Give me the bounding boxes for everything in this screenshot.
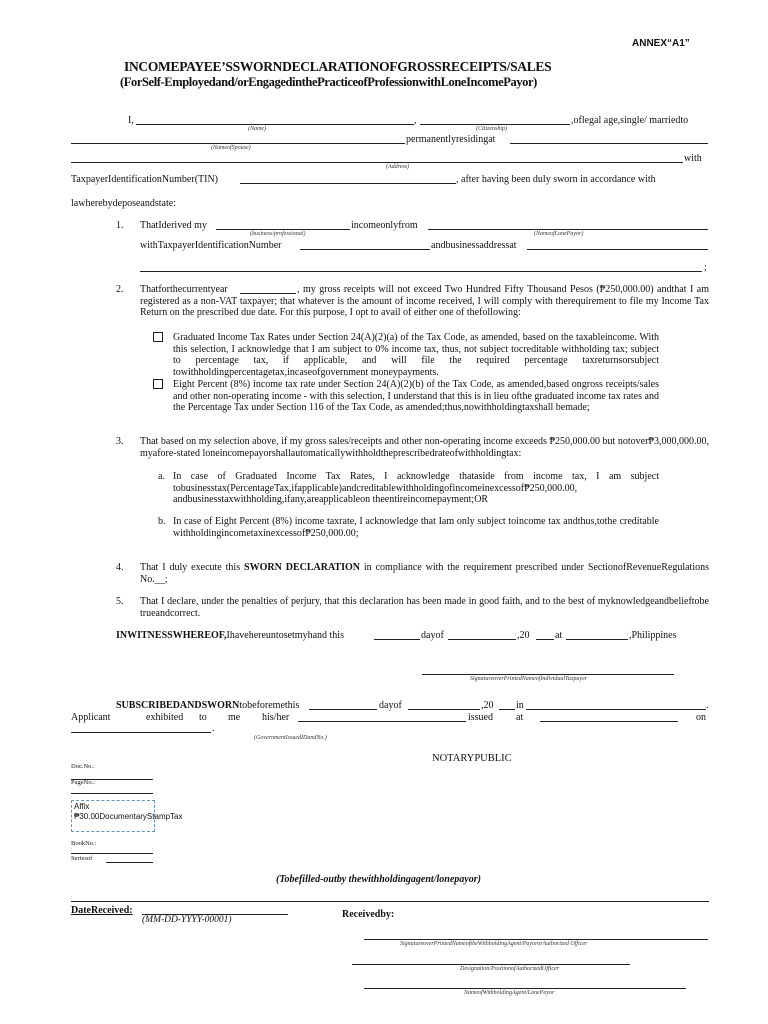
- item-4-paragraph: That I duly execute this SWORN DECLARATION in compliance with the requirement prescribed under SectionofRevenueRegulations No.__;: [140, 562, 709, 585]
- date-received-label: DateReceived:: [71, 905, 133, 916]
- item-1-with-tin: withTaxpayerIdentificationNumber: [140, 240, 282, 251]
- issued-at-field[interactable]: [540, 721, 678, 722]
- section-divider: [71, 901, 709, 902]
- business-address-field-2[interactable]: [140, 271, 702, 272]
- item-5-paragraph: That I declare, under the penalties of perjury, that this declaration has been made in good faith, and to the best of myknowledgeandbelieftobe trueandcorrect.: [140, 596, 709, 619]
- annex-label: ANNEX“A1”: [632, 38, 690, 49]
- exhibited-word: exhibited: [146, 712, 184, 723]
- doc-no-label: Doc.No.:: [71, 763, 95, 770]
- witness-twenty: ,20: [517, 630, 530, 641]
- item-1-derived: ThatIderived my: [140, 220, 207, 231]
- book-no-field[interactable]: [71, 853, 153, 854]
- subscribed-twenty: ,20: [481, 700, 494, 711]
- tin-field[interactable]: [240, 183, 456, 184]
- subscribed-in: in: [516, 700, 524, 711]
- caption-government-id: (GovernmentIssuedIDandNo.): [254, 735, 327, 741]
- item-3a-label: a.: [158, 471, 165, 482]
- option-graduated-checkbox[interactable]: [153, 332, 163, 342]
- option-eight-percent-checkbox[interactable]: [153, 379, 163, 389]
- taxpayer-signature-field[interactable]: [422, 674, 674, 675]
- caption-spouse: (NameofSpouse): [211, 145, 251, 151]
- designation-field[interactable]: [352, 964, 630, 965]
- agent-note: (Tobefilled-outby thewithholdingagent/lonepayor): [276, 874, 481, 885]
- item-2-number: 2.: [116, 284, 124, 295]
- business-type-field[interactable]: [216, 229, 350, 230]
- item-3-paragraph: That based on my selection above, if my gross sales/receipts and other non-operating income exceeds ₱250,000.00 but notover₱3,000,000.00, myafore-stated loneincomepayorshallautomaticallywithholdtheprescribedrateofwithholdingtax:: [140, 436, 709, 459]
- caption-citizenship: (Citizenship): [476, 126, 507, 132]
- caption-lone-payor: (NameofLonePayor): [534, 231, 584, 237]
- residence-field[interactable]: [510, 143, 708, 144]
- citizenship-field[interactable]: [420, 124, 570, 125]
- withholding-agent-name-field[interactable]: [364, 988, 686, 989]
- hisher-word: his/her: [262, 712, 290, 723]
- form-title: INCOMEPAYEE’SSWORNDECLARATIONOFGROSSRECEIPTS/SALES: [124, 59, 552, 74]
- issued-on-field[interactable]: [71, 732, 211, 733]
- caption-withholding-agent: NameofWithholdingAgent/LonePayor: [464, 990, 555, 996]
- on-word: on: [696, 712, 706, 723]
- item-5-number: 5.: [116, 596, 124, 607]
- name-field[interactable]: [136, 124, 414, 125]
- witness-line: INWITNESSWHEREOF,Ihavehereuntosetmyhand this: [116, 630, 344, 641]
- date-format-hint: (MM-DD-YYYY-00001): [142, 915, 232, 925]
- series-label: Seriesof: [71, 855, 93, 862]
- residing-text: permanentlyresidingat: [406, 134, 496, 145]
- item-3a-text: In case of Graduated Income Tax Rates, I acknowledge thataside from income tax, I am subject tobusinesstax(PercentageTax,ifapplicable)andcreditablewithholdingofincomeinexcessof₱250,000.00, andbusinesstaxwithholding,ifany,areapplicableon theentireincomepayment;OR: [173, 471, 659, 506]
- subscribed-line: SUBSCRIBEDANDSWORNtobeforemethis: [116, 700, 300, 711]
- government-id-field[interactable]: [298, 721, 466, 722]
- caption-agent-signature: SignatureoverPrintedNameoftheWithholdingAgent/PayororAuthorized Officer: [400, 941, 588, 947]
- caption-business: (business/professional): [250, 231, 306, 237]
- i-label: I,: [128, 115, 134, 126]
- item-2-year-label: Thatforthecurrentyear: [140, 284, 228, 295]
- caption-address: (Address): [386, 164, 410, 170]
- witness-day-field[interactable]: [374, 639, 420, 640]
- issued-at-word: at: [516, 712, 524, 723]
- option-eight-percent-text: Eight Percent (8%) income tax rate under Section 24(A)(2)(b) of the Tax Code, as amended,based ongross receipts/sales and other non-operating income - with this selection, I understand that this is in lieu ofthe graduated income tax rates and the Percentage Tax under Section 116 of the Tax Code, as amended;thus,nowithholdingtaxshall bemade;: [173, 379, 659, 414]
- item-3-number: 3.: [116, 436, 124, 447]
- item-1-business-address: andbusinessaddressat: [431, 240, 517, 251]
- notary-public: NOTARYPUBLIC: [432, 753, 512, 764]
- item-1-semicolon: ;: [704, 262, 707, 273]
- item-3b-text: In case of Eight Percent (8%) income taxrate, I acknowledge that Iam only subject toincome tax andthus,tothe creditable withholdingincometaxinexcessof₱250,000.00;: [173, 516, 659, 539]
- series-field[interactable]: [106, 862, 153, 863]
- caption-name: (Name): [248, 126, 266, 132]
- item-1-income-from: incomeonlyfrom: [351, 220, 418, 231]
- sworn-text: , after having been duly sworn in accordance with: [456, 174, 656, 185]
- book-no-label: BookNo.:: [71, 840, 97, 847]
- depose-text: lawherebydeposeandstate:: [71, 198, 176, 209]
- caption-taxpayer-signature: SignatureoverPrintedNameofIndividualTaxpayer: [470, 676, 588, 682]
- to-word: to: [199, 712, 207, 723]
- witness-place-field[interactable]: [566, 639, 628, 640]
- subscribed-dayof: dayof: [379, 700, 402, 711]
- received-by-label: Receivedby:: [342, 909, 395, 920]
- caption-designation: Designation/PositionofAuthorizedOfficer: [460, 966, 559, 972]
- address-field[interactable]: [71, 162, 683, 163]
- documentary-stamp-box[interactable]: [71, 800, 183, 832]
- form-subtitle: (ForSelf-Employedand/orEngagedinthePracticeofProfessionwithLoneIncomePayor): [120, 75, 537, 89]
- payor-tin-field[interactable]: [300, 249, 430, 250]
- tin-label: TaxpayerIdentificationNumber(TIN): [71, 174, 219, 185]
- witness-year-field[interactable]: [536, 639, 554, 640]
- applicant-word: Applicant: [71, 712, 111, 723]
- witness-at: at: [555, 630, 563, 641]
- stamp-text: Affix ₱30.00DocumentaryStampTax: [74, 802, 183, 821]
- business-address-field[interactable]: [527, 249, 708, 250]
- issued-word: issued: [468, 712, 493, 723]
- with-text: with: [684, 153, 702, 164]
- spouse-field[interactable]: [71, 143, 405, 144]
- page-no-field[interactable]: [71, 793, 153, 794]
- item-1-number: 1.: [116, 220, 124, 231]
- item-2-paragraph: , my gross receipts will not exceed Two Hundred Fifty Thousand Pesos (₱250,000.00) andthat I am registered as a non-VAT taxpayer; that whatever is the amount of income received, I will comply with therequirement to file my Income Tax Return on the prescribed due date. For this purpose, I opt to avail of either one of thefollowing:: [140, 284, 709, 319]
- subscribed-year-field[interactable]: [499, 709, 515, 710]
- witness-dayof: dayof: [421, 630, 444, 641]
- subscribed-day-field[interactable]: [309, 709, 377, 710]
- witness-philippines: ,Philippines: [629, 630, 677, 641]
- subscribed-place-field[interactable]: [526, 709, 706, 710]
- subscribed-month-field[interactable]: [408, 709, 480, 710]
- agent-signature-field[interactable]: [364, 939, 708, 940]
- page-no-label: PageNo.:: [71, 779, 96, 786]
- lone-payor-field[interactable]: [428, 229, 708, 230]
- witness-month-field[interactable]: [448, 639, 516, 640]
- me-word: me: [228, 712, 241, 723]
- item-4-number: 4.: [116, 562, 124, 573]
- option-graduated-text: Graduated Income Tax Rates under Section 24(A)(2)(a) of the Tax Code, as amended, based on the taxableincome. With this selection, I acknowledge that I am subject to 0% income tax, thus, not subject tocreditable withholding tax; subject to percentage tax, if applicable, and will file the required percentage taxreturnsorsubject towithholdingpercentagetax,incaseofgovernment moneypayments.: [173, 332, 659, 378]
- marital-text: ,oflegal age,single/ marriedto: [571, 115, 689, 126]
- item-3b-label: b.: [158, 516, 166, 527]
